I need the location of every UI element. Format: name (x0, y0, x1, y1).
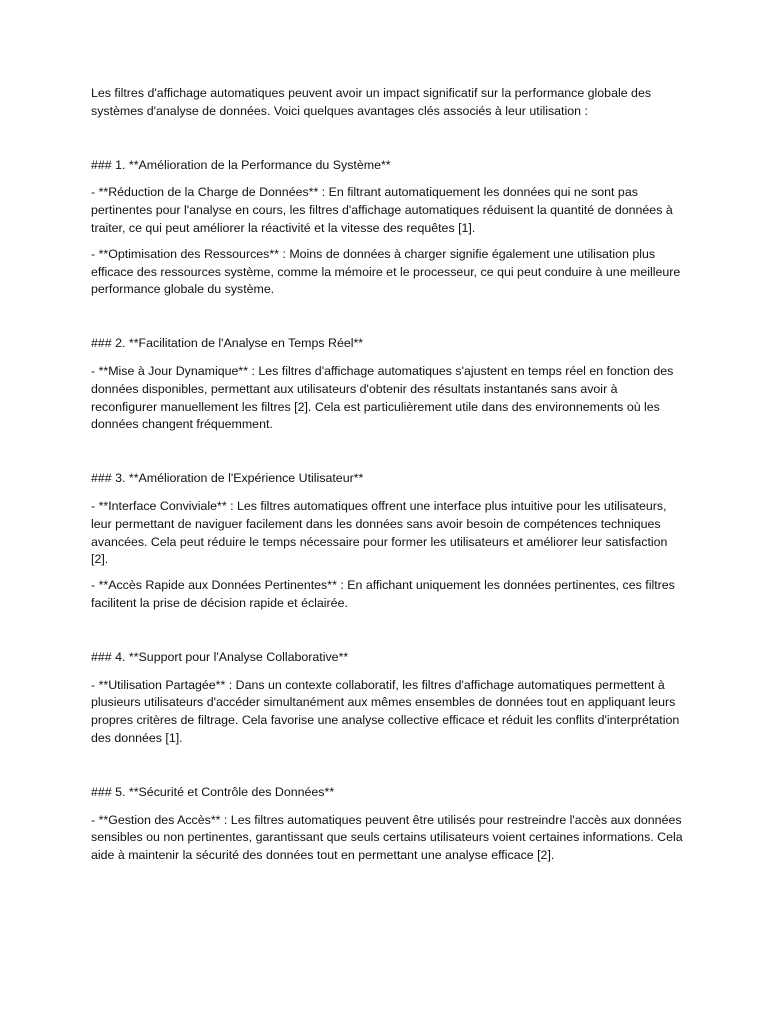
bullet-paragraph: - **Interface Conviviale** : Les filtres automatiques offrent une interface plus intuitive pour les utilisateurs, leur permettant de naviguer facilement dans les données sans avoir besoin de compétences techniques avancées. Cela peut réduire le temps nécessaire pour former les utilisateurs et améliorer leur satisfaction [2]. (91, 498, 668, 567)
section-1 (91, 157, 683, 300)
section-heading: ### 4. **Support pour l'Analyse Collaborative** (91, 649, 349, 664)
section-heading: ### 2. **Facilitation de l'Analyse en Temps Réel** (91, 336, 364, 351)
intro-paragraph: Les filtres d'affichage automatiques peuvent avoir un impact significatif sur la performance globale des systèmes d'analyse de données. Voici quelques avantages clés associés à leur utilisation : (91, 86, 652, 118)
bullet-paragraph: - **Mise à Jour Dynamique** : Les filtres d'affichage automatiques s'ajustent en temps réel en fonction des données disponibles, permettant aux utilisateurs d'obtenir des résultats instantanés sans avoir à reconfigurer manuellement les filtres [2]. Cela est particulièrement utile dans des environnements où les données changent fréquemment. (91, 363, 674, 432)
section-heading: ### 5. **Sécurité et Contrôle des Données** (91, 784, 335, 799)
bullet-paragraph: - **Accès Rapide aux Données Pertinentes** : En affichant uniquement les données pertinentes, ces filtres facilitent la prise de décision rapide et éclairée. (91, 578, 675, 610)
section-heading: ### 3. **Amélioration de l'Expérience Utilisateur** (91, 471, 364, 486)
bullet-paragraph: - **Utilisation Partagée** : Dans un contexte collaboratif, les filtres d'affichage automatiques permettent à plusieurs utilisateurs d'accéder simultanément aux mêmes ensembles de données tout en appliquant leurs propres critères de filtrage. Cela favorise une analyse collective efficace et réduit les conflits d'interprétation des données [1]. (91, 677, 680, 745)
section-heading: ### 1. **Amélioration de la Performance du Système** (91, 157, 391, 172)
section-2 (91, 335, 683, 434)
section-4 (91, 649, 683, 748)
section-3 (91, 470, 683, 613)
document-body (91, 85, 683, 901)
section-5 (91, 784, 683, 865)
bullet-paragraph: - **Optimisation des Ressources** : Moins de données à charger signifie également une utilisation plus efficace des ressources système, comme la mémoire et le processeur, ce qui peut conduire à une meilleure performance globale du système. (91, 246, 681, 297)
bullet-paragraph: - **Réduction de la Charge de Données** : En filtrant automatiquement les données qui ne sont pas pertinentes pour l'analyse en cours, les filtres d'affichage automatiques réduisent la quantité de données à traiter, ce qui peut améliorer la réactivité et la vitesse des requêtes [1]. (91, 185, 673, 235)
bullet-paragraph: - **Gestion des Accès** : Les filtres automatiques peuvent être utilisés pour restreindre l'accès aux données sensibles ou non pertinentes, garantissant que seuls certains utilisateurs voient certaines informations. Cela aide à maintenir la sécurité des données tout en permettant une analyse efficace [2]. (91, 812, 683, 863)
